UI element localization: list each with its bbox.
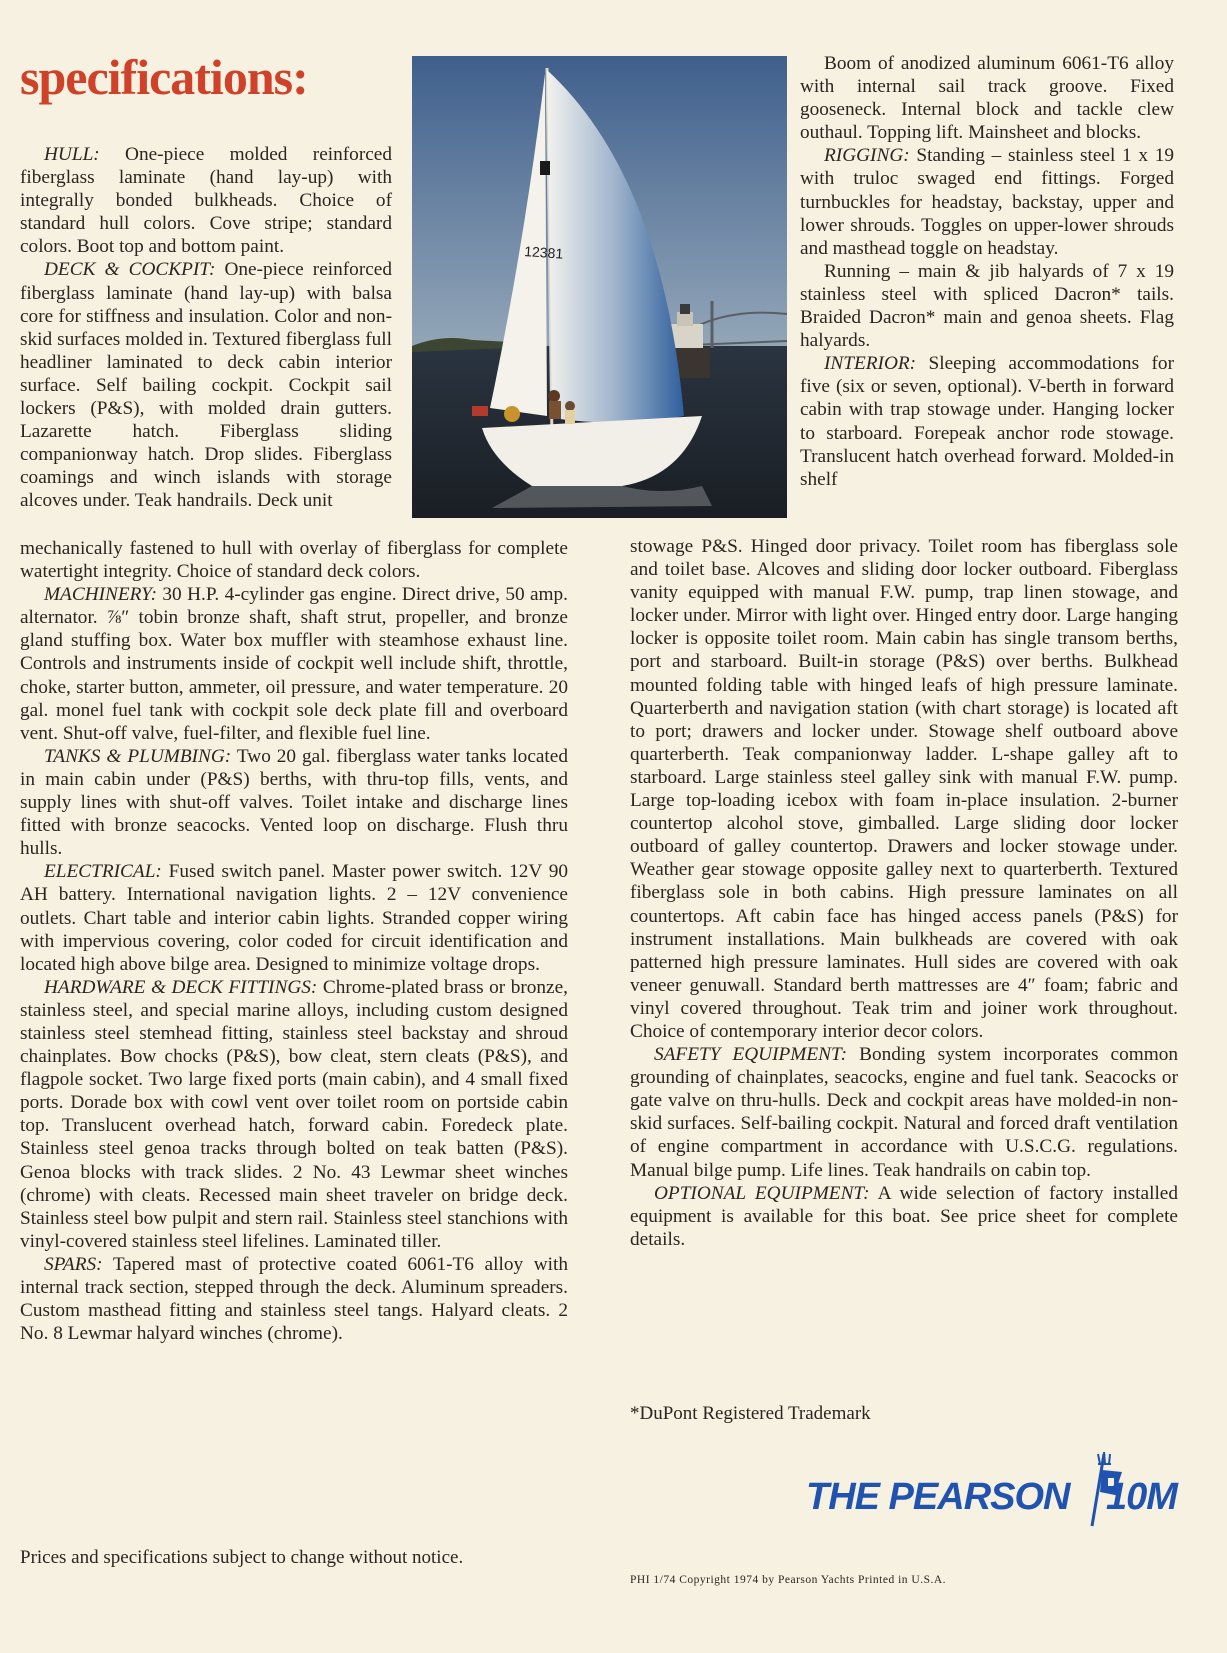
pearson-logo — [806, 1450, 1176, 1530]
copyright: PHI 1/74 Copyright 1974 by Pearson Yachts Printed in U.S.A. — [630, 1574, 947, 1586]
spec-heading: DECK & COCKPIT: — [44, 259, 216, 281]
disclaimer: Prices and specifications subject to change without notice. — [20, 1547, 464, 1568]
spec-text: A wide selection of factory installed equipment is available for this boat. See price sheet for complete details. — [630, 1182, 1178, 1250]
spec-paragraph — [20, 976, 568, 1253]
spec-paragraph — [800, 260, 1174, 352]
spec-heading: HARDWARE & DECK FITTINGS: — [44, 976, 318, 998]
spec-paragraph — [800, 144, 1174, 259]
spec-text: Fused switch panel. Master power switch. 12V 90 AH battery. International navigation lights. 2 – 12V convenience outlets. Chart table and interior cabin lights. Stranded copper wiring with impervious covering, color coded for circuit identification and located high above bilge area. Designed to minimize voltage drops. — [20, 861, 568, 975]
spec-paragraph — [20, 860, 568, 975]
spec-text: One-piece molded reinforced fiberglass laminate (hand lay-up) with integrally bonded bulkheads. Choice of standard hull colors. Cove stripe; standard colors. Boot top and bottom paint. — [20, 144, 392, 258]
spec-paragraph — [20, 258, 392, 512]
right-column-top — [800, 52, 1174, 491]
spec-text: Two 20 gal. fiberglass water tanks located in main cabin under (P&S) berths, with thru-top fills, vents, and supply lines with shut-off valves. Toilet intake and discharge lines fitted with bronze seacocks. Vented loop on discharge. Flush thru hulls. — [20, 745, 568, 860]
spec-text: Tapered mast of protective coated 6061-T6 alloy with internal track section, stepped through the deck. Aluminum spreaders. Custom masthead fitting and stainless steel tangs. Halyard cleats. 2 No. 8 Lewmar halyard winches (chrome). — [20, 1253, 568, 1345]
sail-number: 12381 — [523, 243, 564, 262]
left-column-top — [20, 143, 392, 513]
spec-heading: TANKS & PLUMBING: — [44, 745, 232, 767]
spec-heading: ELECTRICAL: — [44, 861, 162, 883]
sailboat-illustration — [412, 56, 787, 518]
spec-paragraph — [800, 352, 1174, 491]
spec-text: Boom of anodized aluminum 6061-T6 alloy with internal sail track groove. Fixed gooseneck. Internal block and tackle clew outhaul. Topping lift. Mainsheet and blocks. — [800, 53, 1174, 144]
spec-continuation: mechanically fastened to hull with overlay of fiberglass for complete watertight integrity. Choice of standard deck colors. — [20, 538, 568, 583]
spec-text: Bonding system incorporates common grounding of chainplates, seacocks, engine and fuel tank. Seacocks or gate valve on thru-hulls. Deck and cockpit areas have molded-in non-skid surfaces. Self-bailing cockpit. Natural and forced draft ventilation of engine compartment in accordance with U.S.C.G. regulations. Manual bilge pump. Life lines. Teak handrails on cabin top. — [630, 1044, 1178, 1181]
spec-text: 30 H.P. 4-cylinder gas engine. Direct drive, 50 amp. alternator. ⅞″ tobin bronze shaft, shaft strut, propeller, and bronze gland stuffing box. Water box muffler with steamhose exhaust line. Controls and instruments inside of cockpit well include shift, throttle, choke, starter button, ammeter, oil pressure, and water temperature. 20 gal. monel fuel tank with cockpit sole deck plate fill and overboard vent. Shut-off valve, fuel-filter, and flexible fuel line. — [20, 584, 568, 744]
left-column — [20, 537, 568, 1345]
spec-heading: MACHINERY: — [44, 584, 158, 606]
spec-heading: SAFETY EQUIPMENT: — [654, 1044, 848, 1066]
spec-text: Running – main & jib halyards of 7 x 19 stainless steel with spliced Dacron* tails. Braided Dacron* main and genoa sheets. Flag halyards. — [800, 260, 1174, 352]
logo-name: THE PEARSON — [806, 1476, 1070, 1518]
spec-paragraph — [630, 1182, 1178, 1251]
spec-paragraph — [800, 52, 1174, 144]
spec-paragraph — [20, 143, 392, 258]
logo-model: 10M — [1106, 1476, 1177, 1518]
right-column — [630, 535, 1178, 1251]
spec-paragraph — [630, 1043, 1178, 1182]
spec-heading: RIGGING: — [824, 145, 910, 167]
spec-paragraph — [20, 745, 568, 860]
trademark-footnote: *DuPont Registered Trademark — [630, 1403, 871, 1424]
spec-text: Chrome-plated brass or bronze, stainless steel, and special marine alloys, including custom designed stainless steel stemhead fitting, stainless steel backstay and shroud chainplates. Bow chocks (P&S), bow cleat, stern cleats (P&S), and flagpole socket. Two large fixed ports (main cabin), and 4 small fixed ports. Dorade box with cowl vent over toilet room on portside cabin top. Translucent overhead hatch, forward cabin. Foredeck plate. Stainless steel genoa tracks through bolted on teak batten (P&S). Genoa blocks with track slides. 2 No. 43 Lewmar sheet winches (chrome) with cleats. Recessed main sheet traveler on bridge deck. Stainless steel bow pulpit and stern rail. Stainless steel stanchions with vinyl-covered stainless steel lifelines. Laminated tiller. — [20, 976, 568, 1252]
spec-heading: HULL: — [44, 144, 100, 165]
spec-text: Sleeping accommodations for five (six or seven, optional). V-berth in forward cabin with trap stowage under. Hanging locker to starboard. Forepeak anchor rode stowage. Translucent hatch overhead forward. Molded-in shelf — [800, 353, 1174, 490]
spec-paragraph — [20, 583, 568, 745]
sailboat-photo — [412, 56, 787, 518]
spec-heading: OPTIONAL EQUIPMENT: — [654, 1182, 870, 1204]
page-title: specifications: — [20, 49, 308, 105]
spec-paragraph — [20, 1253, 568, 1345]
spec-continuation: stowage P&S. Hinged door privacy. Toilet room has fiberglass sole and toilet base. Alcoves and sliding door locker outboard. Fiberglass vanity equipped with manual F.W. pump, trap linen stowage, and locker under. Mirror with light over. Hinged entry door. Large hanging locker is opposite toilet room. Main cabin has single transom berths, port and starboard. Built-in storage (P&S) over berths. Bulkhead mounted folding table with hinged leafs of high pressure laminate. Quarterberth and navigation station (with chart storage) is located aft to port; drawers and locker under. Stowage shelf outboard above quarterberth. Teak companionway ladder. L-shape galley aft to starboard. Large stainless steel galley sink with manual F.W. pump. Large top-loading icebox with foam in-place insulation. 2-burner countertop alcohol stove, gimballed. Large sliding door locker outboard of galley countertop. Drawers and locker stowage under. Weather gear stowage opposite galley next to quarterberth. Textured fiberglass sole in both cabins. High pressure laminates on all countertops. Aft cabin face has hinged access panels (P&S) for instrument installations. Main bulkheads are covered with oak patterned high pressure laminates. Hull sides are covered with oak veneer genuwall. Standard berth mattresses are 4″ foam; fabric and vinyl covered throughout. Teak trim and joiner work throughout. Choice of contemporary interior decor colors. — [630, 536, 1178, 1042]
spec-text: One-piece reinforced fiberglass laminate (hand lay-up) with balsa core for stiffness and insulation. Color and non-skid surfaces molded in. Textured fiberglass full headliner laminated to deck cabin interior surface. Self bailing cockpit. Cockpit sail lockers (P&S), with molded drain gutters. Lazarette hatch. Fiberglass sliding companionway hatch. Drop slides. Fiberglass coamings and winch islands with storage alcoves under. Teak handrails. Deck unit — [20, 259, 392, 512]
spec-text: Standing – stainless steel 1 x 19 with truloc swaged end fittings. Forged turnbuckles for headstay, backstay, upper and lower shrouds. Toggles on upper-lower shrouds and masthead toggle on headstay. — [800, 145, 1174, 259]
spec-heading: SPARS: — [44, 1253, 103, 1275]
spec-heading: INTERIOR: — [824, 353, 917, 375]
